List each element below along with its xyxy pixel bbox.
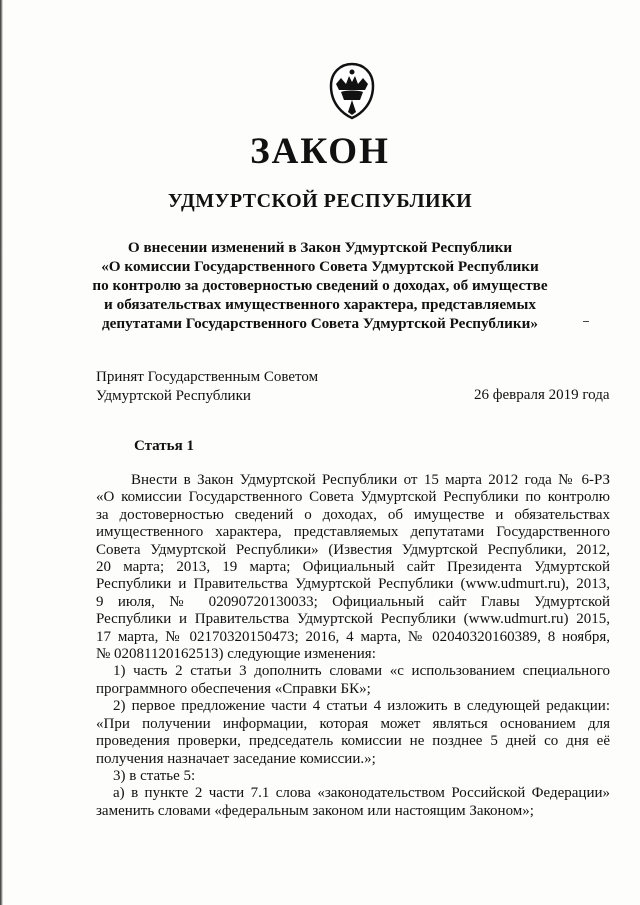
body-line: № 02081120162513) следующие изменения:	[96, 646, 376, 663]
law-heading	[0, 238, 640, 333]
body-line: 2) первое предложение части 4 статьи 4 изложить в следующей редакции:	[113, 698, 610, 715]
body-line: получения назначает заседание комиссии.»;	[96, 750, 376, 767]
body-line: 1) часть 2 статьи 3 дополнить словами «с использованием специального	[113, 663, 610, 680]
body-line: «При получении информации, которая может являться основанием для	[96, 715, 610, 732]
document-title: ЗАКОН	[250, 131, 390, 172]
body-line: Республики и Правительства Удмуртской Республики (www.udmurt.ru), 2013,	[96, 576, 610, 593]
body-line: 20 марта; 2013, 19 марта; Официальный сайт Президента Удмуртской	[96, 559, 610, 576]
body-line: Республики и Правительства Удмуртской Республики (www.udmurt.ru) 2015,	[96, 611, 610, 628]
article-body	[96, 472, 610, 820]
body-line: Внести в Закон Удмуртской Республики от 15 марта 2012 года № 6-РЗ	[131, 472, 610, 488]
heading-line: О внесении изменений в Закон Удмуртской Республики	[127, 239, 513, 256]
body-line: а) в пункте 2 части 7.1 слова «законодательством Российской Федерации»	[113, 785, 610, 802]
body-line: имущественного характера, представляемых депутатами Государственного	[96, 524, 610, 541]
body-line: Совета Удмуртской Республики» (Известия Удмуртской Республики, 2012,	[96, 541, 610, 558]
body-line: 9 июля, № 02090720130033; Официальный сайт Главы Удмуртской	[96, 593, 610, 610]
article-title: Статья 1	[134, 438, 194, 454]
body-line: программного обеспечения «Справки БК»;	[96, 680, 371, 697]
heading-line: депутатами Государственного Совета Удмуртской Республики»	[102, 315, 538, 332]
body-line: 3) в статье 5:	[113, 767, 196, 784]
adoption-line: Удмуртской Республики	[96, 388, 251, 404]
udmurt-coat-of-arms-icon	[327, 60, 377, 120]
document-subtitle: УДМУРТСКОЙ РЕСПУБЛИКИ	[167, 190, 473, 212]
heading-line: по контролю за достоверностью сведений о доходах, об имуществе	[92, 277, 548, 294]
adoption-date: 26 февраля 2019 года	[474, 387, 610, 403]
heading-line: и обязательствах имущественного характера, представляемых	[104, 296, 536, 313]
adoption-note	[96, 368, 318, 406]
body-line: 17 марта, № 02170320150473; 2016, 4 марта, № 02040320160389, 8 ноября,	[96, 628, 610, 645]
body-line: проведения проверки, председатель комиссии не позднее 5 дней со дня её	[96, 733, 610, 750]
adoption-line: Принят Государственным Советом	[96, 369, 319, 385]
heading-dash	[583, 321, 589, 322]
body-line: «О комиссии Государственного Совета Удмуртской Республики по контролю	[96, 489, 610, 506]
body-line: за достоверностью сведений о доходах, об имуществе и обязательствах	[96, 506, 610, 523]
heading-line: «О комиссии Государственного Совета Удмуртской Республики	[101, 258, 539, 275]
body-line: заменить словами «федеральным законом или настоящим Законом»;	[96, 802, 534, 819]
